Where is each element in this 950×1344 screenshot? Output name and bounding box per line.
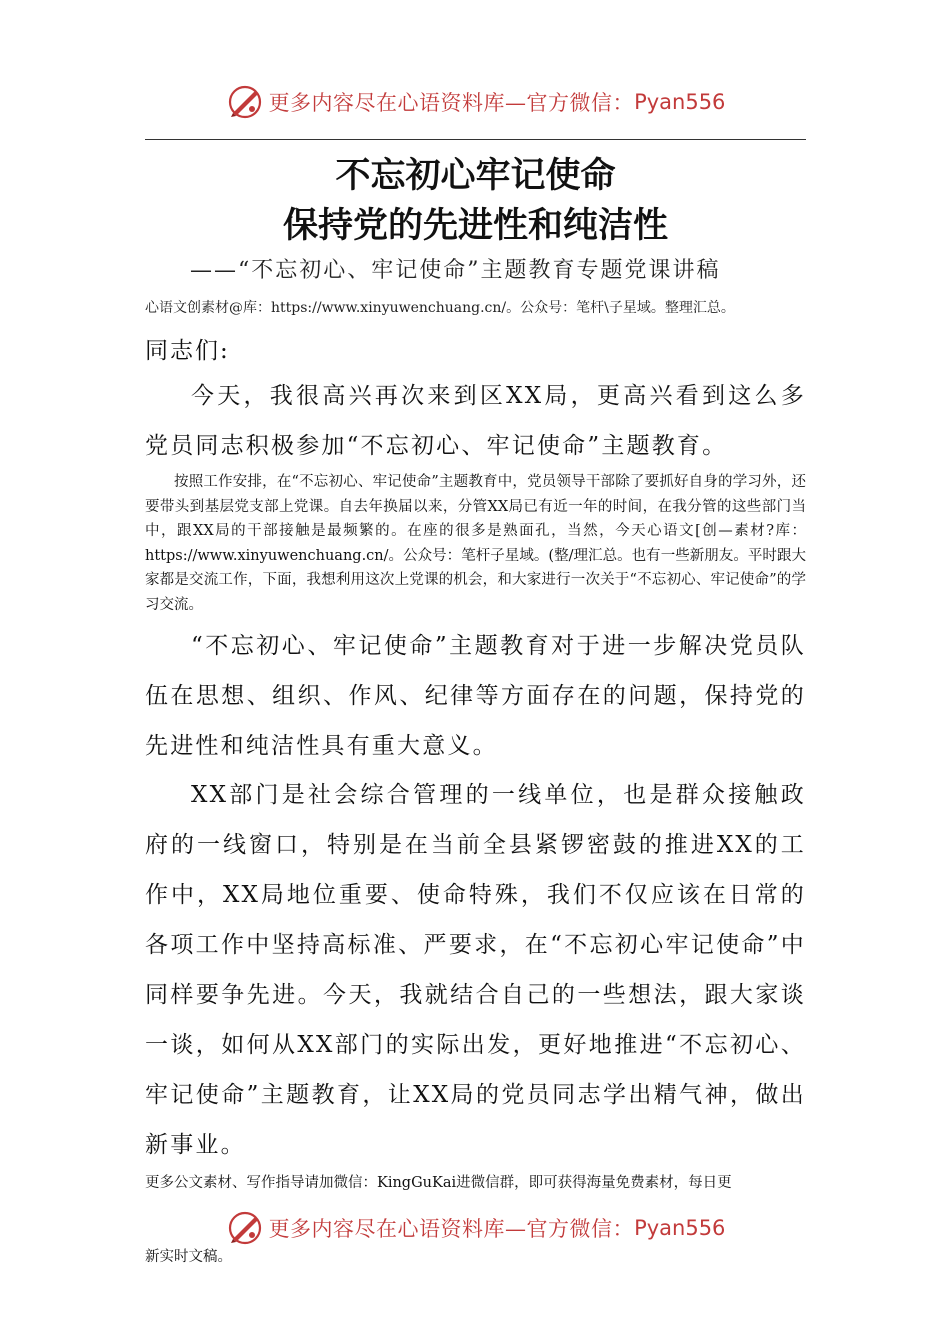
banner-text: 更多内容尽在心语资料库—官方微信：: [268, 1217, 635, 1241]
source-note: 心语文创素材@库：https://www.xinyuwenchuang.cn/。公众号：笔杆\子星域。整理汇总。: [145, 300, 735, 316]
banner-wechat-id: Pyan556: [634, 1216, 726, 1240]
header-divider: [145, 139, 806, 140]
pen-logo-icon: [225, 82, 265, 122]
footer-note-end: 新实时文稿。: [145, 1249, 232, 1265]
pen-logo-icon: [225, 1208, 265, 1248]
header-banner: [0, 80, 950, 124]
document-title-line1: 不忘初心牢记使命: [335, 155, 616, 196]
paragraph-4: XX部门是社会综合管理的一线单位，也是群众接触政府的一线窗口，特别是在当前全县紧锣密鼓的推进XX的工作中，XX局地位重要、使命特殊，我们不仅应该在日常的各项工作中坚持高标准、严要求，在“不忘初心牢记使命”中同样要争先进。今天，我就结合自己的一些想法，跟大家谈一谈，如何从XX部门的实际出发，更好地推进“不忘初心、牢记使命”主题教育，让XX局的党员同志学出精气神，做出新事业。: [145, 782, 806, 1158]
paragraph-1: 今天，我很高兴再次来到区XX局，更高兴看到这么多党员同志积极参加“不忘初心、牢记使命”主题教育。: [145, 383, 806, 459]
salutation: 同志们:: [145, 338, 230, 364]
paragraph-3: “不忘初心、牢记使命”主题教育对于进一步解决党员队伍在思想、组织、作风、纪律等方面存在的问题，保持党的先进性和纯洁性具有重大意义。: [145, 633, 806, 759]
banner-text: 更多内容尽在心语资料库—官方微信：: [268, 91, 635, 115]
footer-note: 更多公文素材、写作指导请加微信：KingGuKai进微信群，即可获得海量免费素材，每日更: [145, 1175, 732, 1191]
paragraph-2: 按照工作安排，在“不忘初心、牢记使命”主题教育中，党员领导干部除了要抓好自身的学习外，还要带头到基层党支部上党课。自去年换届以来，分管XX局已有近一年的时间，在我分管的这些部门当中，跟XX局的干部接触是最频繁的。在座的很多是熟面孔，当然，今天心语文[创—素材?库：https://www.xinyuwenchuang.cn/。公众号：笔杆子星域。(整/理汇总。也有一些新朋友。平时跟大家都是交流工作，下面，我想利用这次上党课的机会，和大家进行一次关于“不忘初心、牢记使命”的学习交流。: [145, 474, 806, 613]
banner-wechat-id: Pyan556: [634, 90, 726, 114]
footer-banner: [0, 1206, 950, 1250]
document-subtitle: ——“不忘初心、牢记使命”主题教育专题党课讲稿: [190, 258, 721, 283]
document-title-line2: 保持党的先进性和纯洁性: [282, 205, 668, 246]
